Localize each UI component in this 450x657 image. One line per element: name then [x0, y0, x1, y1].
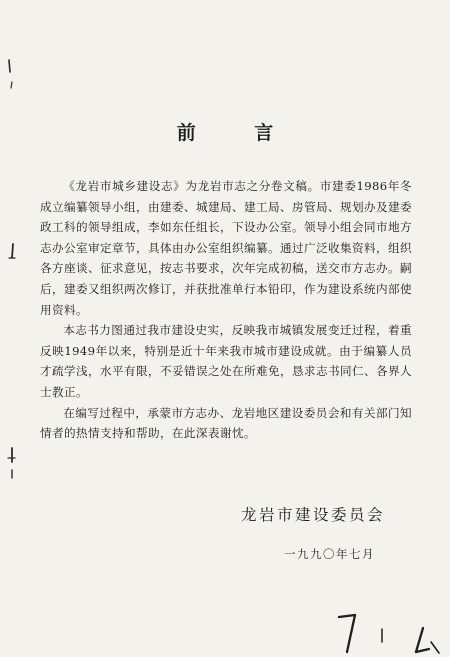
- signature: 龙岩市建设委员会: [241, 506, 386, 524]
- paragraph-3: 在编写过程中，承蒙市方志办、龙岩地区建设委员会和有关部门知情者的热情支持和帮助，在此深表谢忱。: [40, 405, 412, 441]
- binding-hole-marks: [8, 60, 15, 478]
- paragraph-2: 本志书力图通过我市建设史实，反映我市城镇发展变迁过程，着重反映1949年以来，特别是近十年来我市城市建设成就。由于编纂人员才疏学浅，水平有限，不妥错误之处在所难免，恳求志书同仁、各界人士教正。: [40, 323, 412, 399]
- paragraph-1: 《龙岩市城乡建设志》为龙岩市志之分卷文稿。市建委1986年冬成立编纂领导小组，由建委、城建局、建工局、房管局、规划办及建委政工科的领导组成，李如东任组长，下设办公室。领导小组会同市地方志办公室审定章节，具体由办公室组织编纂。通过广泛收集资料，组织各方座谈、征求意见，按志书要求，次年完成初稿，送交市方志办。嗣后，建委又组织两次修订，并获批准单行本铅印，作为建设系统内部使用资料。: [40, 179, 412, 317]
- page-title: 前 言: [176, 122, 300, 144]
- date: 一九九〇年七月: [284, 547, 375, 561]
- handwritten-mark: [339, 615, 439, 653]
